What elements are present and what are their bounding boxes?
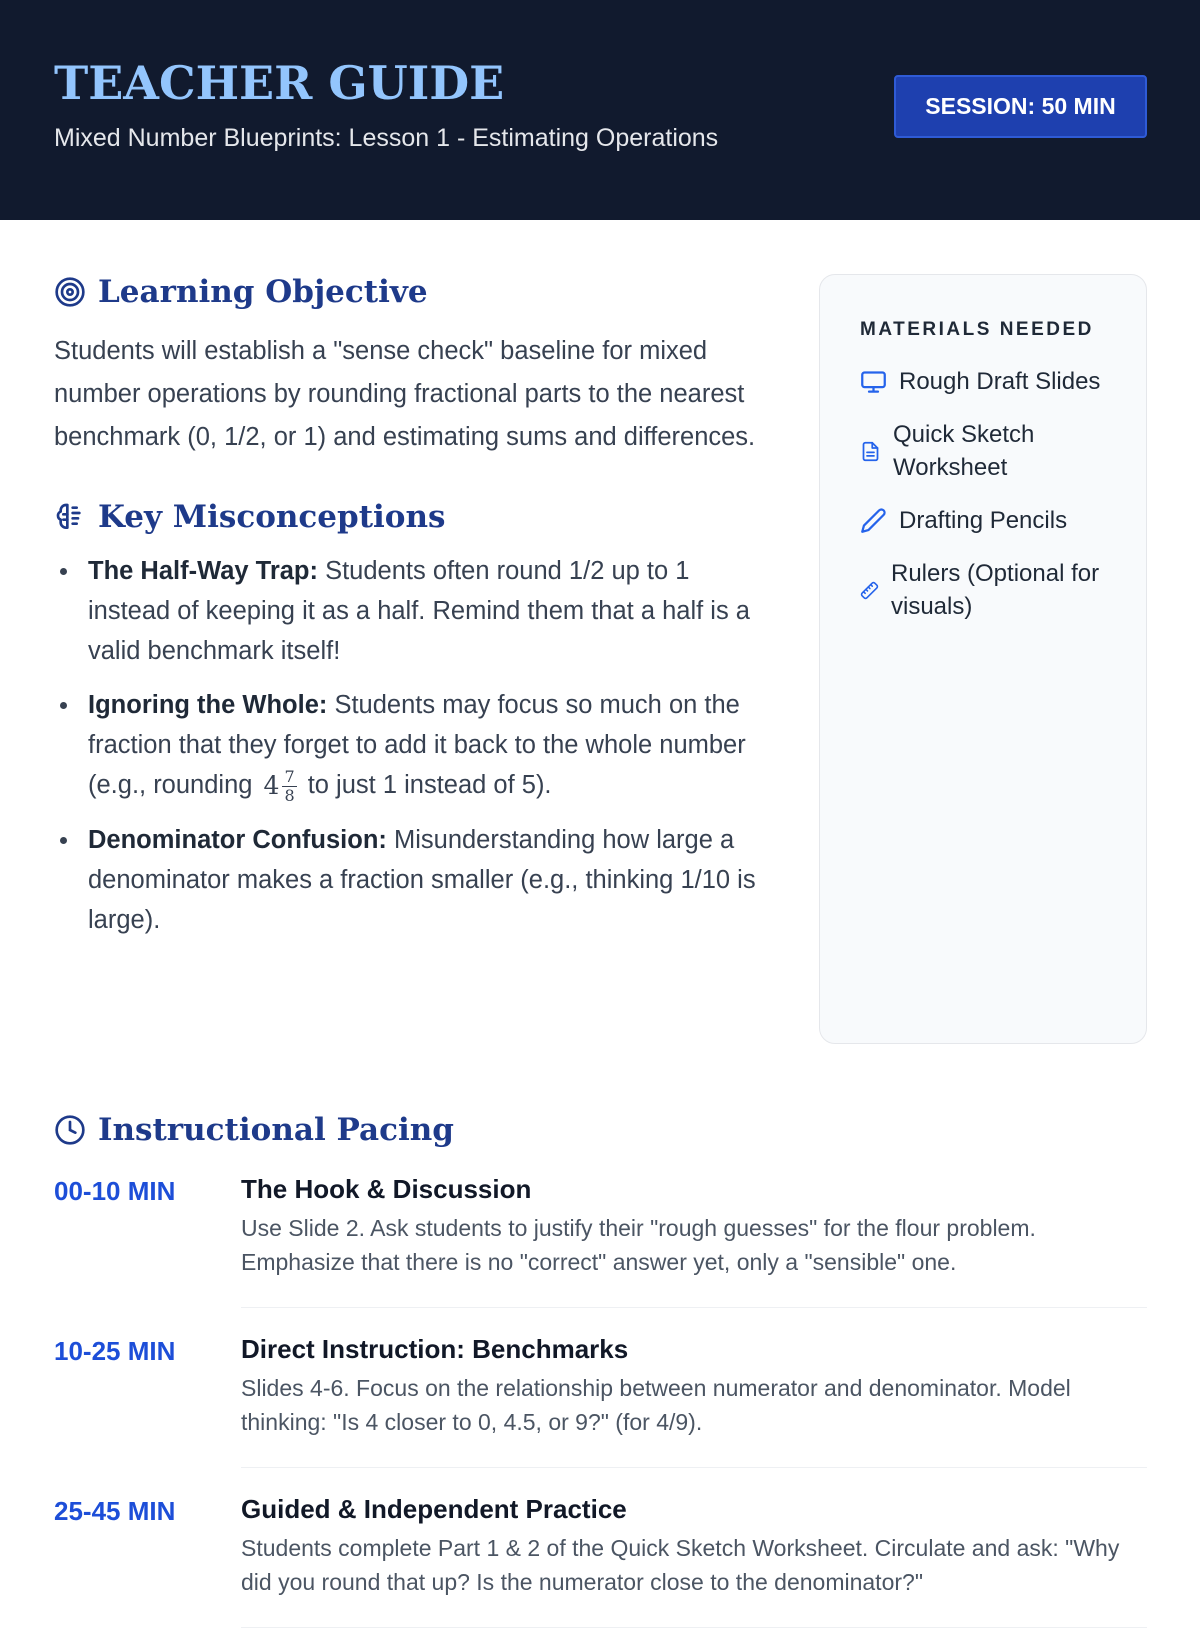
misconception-item [54, 685, 766, 806]
pacing-time: 25-45 MIN [54, 1496, 176, 1526]
session-badge: SESSION: 50 MIN [894, 75, 1147, 138]
ruler-icon [860, 581, 879, 600]
objective-text: Students will establish a "sense check" baseline for mixed number operations by rounding fractional parts to the nearest benchmark (0, 1/2, or 1) and estimating sums and differences. [54, 337, 756, 451]
pacing-heading-label: Instructional Pacing [98, 1112, 454, 1148]
misconception-text: Students often round 1/2 up to 1 instead of keeping it as a half. Remind them that a half is a valid benchmark itself! [88, 557, 750, 665]
pacing-time: 10-25 MIN [54, 1336, 176, 1366]
pacing-row [54, 1494, 1147, 1628]
misconceptions-heading-label: Key Misconceptions [98, 499, 446, 535]
page-header [0, 0, 1200, 220]
pacing-row [54, 1334, 1147, 1468]
misconceptions-heading [54, 499, 766, 535]
misconception-label: The Half-Way Trap: [88, 557, 318, 585]
material-label: Rough Draft Slides [899, 368, 1101, 395]
misconception-label: Ignoring the Whole: [88, 691, 328, 719]
pacing-heading [54, 1112, 1147, 1148]
main-content [54, 274, 766, 954]
misconception-label: Denominator Confusion: [88, 826, 387, 855]
misconception-item [54, 551, 766, 671]
material-item [860, 504, 1106, 537]
page-title: TEACHER GUIDE [54, 56, 505, 110]
pacing-body [241, 1174, 1147, 1308]
material-label: Drafting Pencils [899, 507, 1068, 534]
target-icon [54, 276, 86, 308]
pacing-time: 00-10 MIN [54, 1176, 176, 1206]
pacing-title: Direct Instruction: Benchmarks [241, 1334, 629, 1364]
misconception-text: Misunderstanding how large a denominator makes a fraction smaller (e.g., thinking 1/10 is large). [88, 826, 756, 935]
objective-heading [54, 274, 766, 310]
pacing-body [241, 1494, 1147, 1628]
materials-list [860, 365, 1106, 623]
pacing-desc: Use Slide 2. Ask students to justify their "rough guesses" for the flour problem. Emphasize that there is no "correct" answer yet, only a "sensible" one. [241, 1215, 1036, 1275]
clock-icon [54, 1114, 86, 1146]
material-label: Quick Sketch Worksheet [893, 421, 1035, 481]
materials-panel [819, 274, 1147, 1044]
pacing-row [54, 1174, 1147, 1308]
pacing-body [241, 1334, 1147, 1468]
misconception-text: Students may focus so much on the fraction that they forget to add it back to the whole number (e.g., rounding [88, 691, 746, 799]
misconception-item [54, 820, 766, 940]
misconceptions-list [54, 551, 766, 940]
brain-icon [54, 501, 86, 533]
monitor-icon [860, 368, 887, 395]
document-icon [860, 441, 881, 462]
material-item [860, 365, 1106, 398]
page-subtitle: Mixed Number Blueprints: Lesson 1 - Estimating Operations [54, 124, 719, 152]
pacing-title: The Hook & Discussion [241, 1174, 532, 1204]
misconception-text: to just 1 instead of 5). [300, 771, 552, 799]
material-label: Rulers (Optional for visuals) [891, 560, 1100, 620]
pacing-desc: Slides 4-6. Focus on the relationship between numerator and denominator. Model thinking: "Is 4 closer to 0, 4.5, or 9?" (for 4/9). [241, 1375, 1071, 1435]
objective-heading-label: Learning Objective [98, 274, 428, 310]
pacing-title: Guided & Independent Practice [241, 1494, 627, 1524]
material-item [860, 557, 1106, 623]
mixed-number-fraction: 4 $\frac{7}{8}$ [263, 766, 295, 805]
pacing-desc: Students complete Part 1 & 2 of the Quick Sketch Worksheet. Circulate and ask: "Why did you round that up? Is the numerator close to the denominator?" [241, 1535, 1120, 1595]
pencil-icon [860, 507, 887, 534]
pacing-section [54, 1112, 1147, 1628]
materials-title: MATERIALS NEEDED [860, 319, 1094, 340]
material-item [860, 418, 1106, 484]
